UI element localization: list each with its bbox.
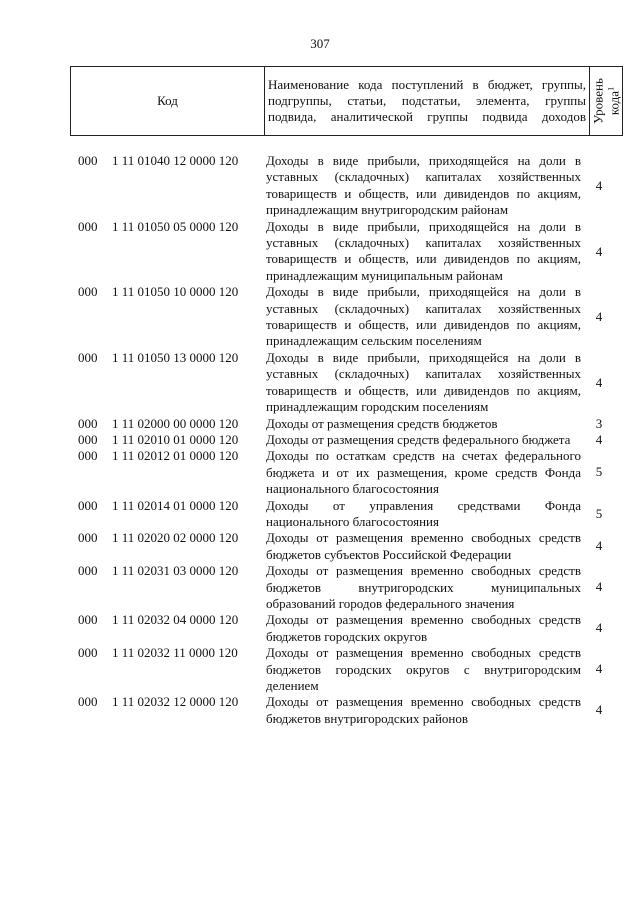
admin-code: 000 — [78, 153, 98, 168]
table-row — [0, 416, 640, 432]
revenue-code: 1 11 02010 01 0000 120 — [112, 431, 239, 447]
code-level: 3 — [595, 415, 603, 431]
code-level: 4 — [595, 374, 603, 390]
revenue-name: Доходы от управления средствами Фонда национального благосостояния — [266, 497, 581, 529]
table-row — [0, 563, 640, 612]
table-row — [0, 694, 640, 727]
revenue-name: Доходы в виде прибыли, приходящейся на доли в уставных (складочных) капиталах хозяйственных товариществ и обществ, или дивидендов по акциям, принадлежащим городским поселениям — [266, 349, 581, 415]
code-level: 4 — [595, 431, 603, 447]
admin-code: 000 — [78, 694, 98, 710]
table-row — [0, 284, 640, 350]
revenue-code: 1 11 02012 01 0000 120 — [112, 448, 239, 464]
code-level: 4 — [595, 178, 603, 193]
admin-code: 000 — [78, 497, 98, 513]
revenue-code: 1 11 02032 11 0000 120 — [112, 645, 238, 661]
header-name-column: Наименование кода поступлений в бюджет, группы, подгруппы, статьи, подстатьи, элемента, группы подвида, аналитической группы подвида доходов — [265, 67, 590, 136]
code-level: 4 — [595, 538, 603, 554]
code-level: 4 — [595, 579, 603, 595]
revenue-code: 1 11 01050 05 0000 120 — [112, 218, 239, 234]
admin-code: 000 — [78, 284, 98, 300]
admin-code: 000 — [78, 448, 98, 464]
revenue-code: 1 11 02032 04 0000 120 — [112, 612, 239, 628]
code-level: 4 — [595, 702, 603, 718]
revenue-code: 1 11 01040 12 0000 120 — [112, 153, 239, 168]
header-level-line1: Уровень — [590, 78, 606, 124]
code-level: 5 — [595, 505, 603, 521]
revenue-name: Доходы от размещения временно свободных средств бюджетов внутригородских муниципальных образований городов федерального значения — [266, 563, 581, 611]
table-row — [0, 219, 640, 285]
code-level: 4 — [595, 243, 603, 259]
revenue-name: Доходы от размещения временно свободных средств бюджетов субъектов Российской Федерации — [266, 530, 581, 562]
header-level-footnote: 1 — [606, 86, 616, 91]
revenue-name: Доходы в виде прибыли, приходящейся на доли в уставных (складочных) капиталах хозяйственных товариществ и обществ, или дивидендов по акциям, принадлежащим внутригородским районам — [266, 153, 581, 218]
table-row — [0, 530, 640, 563]
code-level: 4 — [595, 309, 603, 325]
revenue-name: Доходы от размещения временно свободных средств бюджетов внутригородских районов — [266, 694, 581, 726]
revenue-name: Доходы в виде прибыли, приходящейся на доли в уставных (складочных) капиталах хозяйственных товариществ и обществ, или дивидендов по акциям, принадлежащим сельским поселениям — [266, 284, 581, 349]
code-level: 4 — [595, 620, 603, 636]
table-row — [0, 350, 640, 416]
header-level-line2: кода — [606, 90, 622, 116]
page-number: 307 — [310, 36, 330, 51]
table-row — [0, 153, 640, 219]
table-body — [0, 153, 640, 727]
revenue-code: 1 11 02000 00 0000 120 — [112, 415, 239, 431]
admin-code: 000 — [78, 415, 98, 431]
table-header — [70, 66, 623, 136]
admin-code: 000 — [78, 612, 98, 628]
revenue-name: Доходы от размещения временно свободных средств бюджетов городских округов с внутригородским делением — [266, 645, 581, 693]
code-level: 5 — [595, 464, 603, 480]
revenue-name: Доходы от размещения средств федерального бюджета — [266, 431, 571, 447]
revenue-code: 1 11 01050 13 0000 120 — [112, 349, 239, 365]
admin-code: 000 — [78, 563, 98, 579]
table-row — [0, 645, 640, 694]
table-row — [0, 612, 640, 645]
revenue-code: 1 11 01050 10 0000 120 — [112, 284, 239, 300]
revenue-code: 1 11 02031 03 0000 120 — [112, 563, 239, 579]
header-code-column: Код — [71, 67, 265, 136]
revenue-name: Доходы в виде прибыли, приходящейся на доли в уставных (складочных) капиталах хозяйственных товариществ и обществ, или дивидендов по акциям, принадлежащим муниципальным районам — [266, 218, 581, 283]
table-row — [0, 448, 640, 497]
admin-code: 000 — [78, 645, 98, 661]
revenue-name: Доходы от размещения средств бюджетов — [266, 415, 498, 431]
table-row — [0, 498, 640, 531]
admin-code: 000 — [78, 530, 98, 546]
admin-code: 000 — [78, 431, 98, 447]
header-level-column — [590, 67, 623, 136]
admin-code: 000 — [78, 349, 98, 365]
code-level: 4 — [595, 661, 603, 677]
revenue-code: 1 11 02032 12 0000 120 — [112, 694, 239, 710]
revenue-code: 1 11 02020 02 0000 120 — [112, 530, 239, 546]
admin-code: 000 — [78, 218, 98, 234]
revenue-code: 1 11 02014 01 0000 120 — [112, 497, 239, 513]
revenue-name: Доходы от размещения временно свободных средств бюджетов городских округов — [266, 612, 581, 644]
table-row — [0, 432, 640, 448]
revenue-name: Доходы по остаткам средств на счетах федерального бюджета и от их размещения, кроме средств Фонда национального благосостояния — [266, 448, 581, 497]
